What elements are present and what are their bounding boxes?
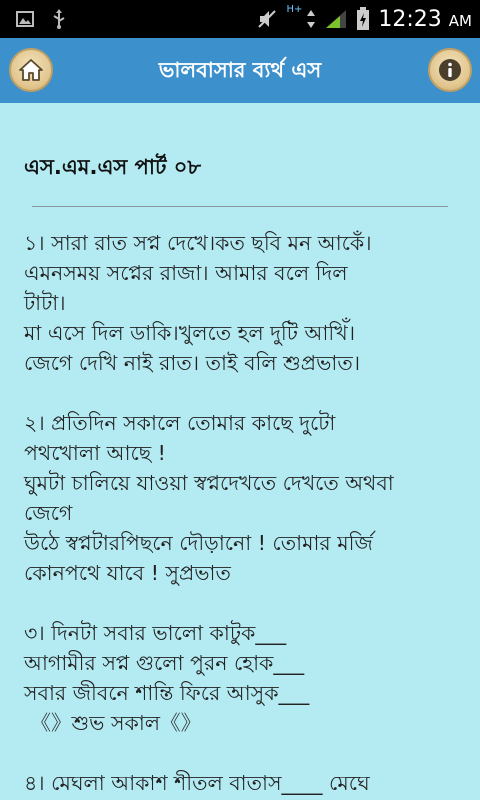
sms-body-text: ১। সারা রাত সপ্ন দেখে।কত ছবি মন আকেঁ। এমনসময় সপ্নের রাজা। আমার বলে দিল টাটা। মা এসে দিল ডাকি।খুলতে হল দুটি আখিঁ। জেগে দেখি নাই রাত। তাই বলি শুপ্রভাত। ২। প্রতিদিন সকালে তোমার কাছে দুটো পথখোলা আছে ! ঘুমটা চালিয়ে যাওয়া স্বপ্নদেখতে দেখতে অথবা জেগে উঠে স্বপ্নটারপিছনে দৌড়ানো ! তোমার মর্জি কোনপথে যাবে ! সুপ্রভাত ৩। দিনটা সবার ভালো কাটুক___ আগামীর সপ্ন গুলো পুরন হোক___ সবার জীবনে শান্তি ফিরে আসুক___ 《》শুভ সকাল《》 ৪। মেঘলা আকাশ শীতল বাতাস____ মেঘে	[24, 231, 394, 795]
app-bar	[0, 38, 480, 103]
page-title: ভালবাসার ব্যর্থ এস	[158, 58, 322, 82]
status-right-icons	[256, 0, 472, 38]
mute-icon	[256, 8, 278, 30]
usb-icon	[52, 9, 66, 29]
battery-charging-icon	[356, 7, 370, 31]
sms-content[interactable]	[0, 103, 480, 800]
clock-time: 12:23	[378, 6, 442, 32]
status-bar	[0, 0, 480, 38]
divider	[32, 206, 448, 207]
info-icon	[438, 58, 462, 82]
network-type-label: H+	[286, 4, 303, 15]
home-icon	[18, 58, 44, 82]
image-notification-icon	[16, 11, 34, 27]
signal-icon	[324, 8, 348, 30]
home-button[interactable]	[9, 48, 53, 92]
status-left-icons	[16, 9, 66, 29]
clock	[378, 7, 472, 32]
data-arrows-icon	[306, 8, 316, 30]
info-button[interactable]	[428, 48, 472, 92]
clock-ampm: AM	[448, 11, 472, 30]
sms-part-title: এস.এম.এস পার্ট ০৮	[24, 155, 201, 179]
